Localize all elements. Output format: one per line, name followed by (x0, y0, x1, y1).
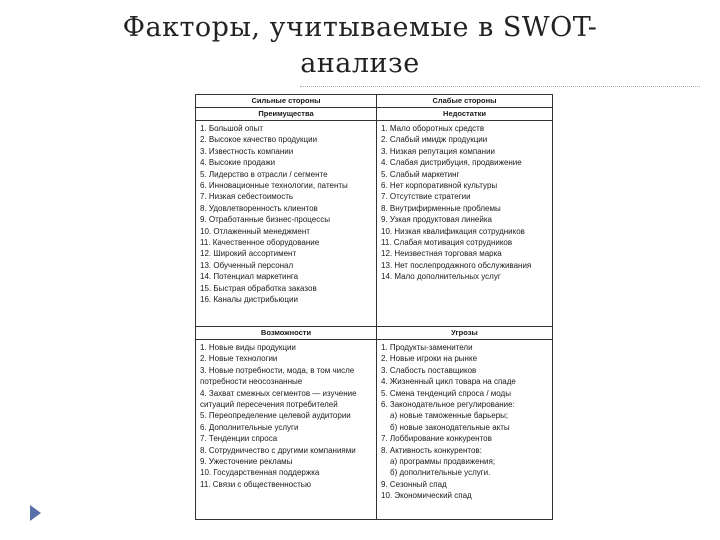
threat-item: 8. Активность конкурентов: (381, 445, 482, 455)
opportunity-item: 3. Новые потребности, мода, в том числе (200, 365, 355, 375)
strength-item: 16. Каналы дистрибьюции (200, 295, 298, 305)
swot-table (195, 94, 553, 520)
weakness-item: 9. Узкая продуктовая линейка (381, 215, 492, 225)
threat-item: 7. Лоббирование конкурентов (381, 434, 492, 444)
strength-item: 7. Низкая себестоимость (200, 192, 294, 202)
threats-header: Угрозы (377, 327, 552, 340)
opportunities-header: Возможности (196, 327, 376, 340)
threat-item: б) дополнительные услуги. (390, 468, 491, 478)
strengths-list (196, 121, 376, 306)
strength-item: 9. Отработанные бизнес-процессы (200, 215, 330, 225)
threat-item: 5. Смена тенденций спроса / моды (381, 388, 511, 398)
threat-item: 9. Сезонный спад (381, 479, 447, 489)
weakness-item: 8. Внутрифирменные проблемы (381, 203, 501, 213)
weakness-item: 12. Неизвестная торговая марка (381, 249, 502, 259)
threat-item: а) новые таможенные барьеры; (390, 411, 509, 421)
strength-item: 2. Высокое качество продукции (200, 135, 318, 145)
strength-item: 4. Высокие продажи (200, 158, 276, 168)
threat-item: 3. Слабость поставщиков (381, 365, 477, 375)
weakness-item: 14. Мало дополнительных услуг (381, 272, 501, 282)
strength-item: 14. Потенциал маркетинга (200, 272, 299, 282)
weakness-item: 1. Мало оборотных средств (381, 124, 485, 133)
threats-list (377, 340, 552, 502)
strength-item: 5. Лидерство в отрасли / сегменте (200, 169, 328, 179)
weakness-item: 10. Низкая квалификация сотрудников (381, 226, 525, 236)
slide-title-line-1: Факторы, учитываемые в SWOT- (122, 12, 598, 43)
opportunity-item: 7. Тенденции спроса (200, 434, 278, 444)
opportunity-item: 1. Новые виды продукции (200, 343, 296, 352)
weaknesses-subheader: Недостатки (377, 108, 552, 121)
opportunity-item: 9. Ужесточение рекламы (200, 457, 293, 467)
weakness-item: 3. Низкая репутация компании (381, 146, 496, 156)
threat-item: б) новые законодательные акты (390, 422, 510, 432)
threat-item: 10. Экономический спад (381, 491, 472, 501)
weakness-item: 13. Нет послепродажного обслуживания (381, 260, 532, 270)
strength-item: 1. Большой опыт (200, 124, 264, 133)
strength-item: 10. Отлаженный менеджмент (200, 226, 310, 236)
opportunity-item: ситуаций пересечения потребителей (200, 400, 338, 410)
threat-item: 1. Продукты-заменители (381, 343, 473, 352)
threat-item: а) программы продвижения; (390, 457, 496, 467)
opportunities-list (196, 340, 376, 490)
strength-item: 3. Известность компании (200, 146, 294, 156)
strength-item: 6. Инновационные технологии, патенты (200, 181, 348, 191)
weakness-item: 6. Нет корпоративной культуры (381, 181, 498, 191)
threats-cell (376, 326, 552, 519)
strength-item: 12. Широкий ассортимент (200, 249, 297, 259)
opportunity-item: 8. Сотрудничество с другими компаниями (200, 445, 356, 455)
opportunity-item: 5. Переопределение целевой аудитории (200, 411, 351, 421)
strengths-header: Сильные стороны (196, 95, 376, 108)
strength-item: 13. Обученный персонал (200, 260, 294, 270)
weaknesses-header: Слабые стороны (377, 95, 552, 108)
threat-item: 6. Законодательное регулирование: (381, 400, 515, 410)
weakness-item: 4. Слабая дистрибуция, продвижение (381, 158, 522, 168)
slide-title-line-2: анализе (300, 48, 420, 79)
slide-title (60, 10, 660, 82)
weakness-item: 11. Слабая мотивация сотрудников (381, 238, 513, 248)
threat-item: 2. Новые игроки на рынке (381, 354, 478, 364)
strength-item: 11. Качественное оборудование (200, 238, 320, 248)
threat-item: 4. Жизненный цикл товара на спаде (381, 377, 516, 387)
strength-item: 8. Удовлетворенность клиентов (200, 203, 318, 213)
weaknesses-list (377, 121, 552, 283)
opportunities-cell (196, 326, 376, 519)
opportunity-item: потребности неосознанные (200, 377, 303, 387)
strengths-cell (196, 95, 376, 326)
opportunity-item: 4. Захват смежных сегментов — изучение (200, 388, 357, 398)
bullet-arrow-icon (30, 505, 41, 521)
opportunity-item: 10. Государственная поддержка (200, 468, 320, 478)
weakness-item: 5. Слабый маркетинг (381, 169, 460, 179)
weaknesses-cell (376, 95, 552, 326)
opportunity-item: 11. Связи с общественностью (200, 479, 311, 489)
weakness-item: 7. Отсутствие стратегии (381, 192, 471, 202)
strengths-subheader: Преимущества (196, 108, 376, 121)
opportunity-item: 2. Новые технологии (200, 354, 278, 364)
opportunity-item: 6. Дополнительные услуги (200, 422, 299, 432)
weakness-item: 2. Слабый имидж продукции (381, 135, 488, 145)
strength-item: 15. Быстрая обработка заказов (200, 283, 317, 293)
title-divider (300, 86, 700, 87)
